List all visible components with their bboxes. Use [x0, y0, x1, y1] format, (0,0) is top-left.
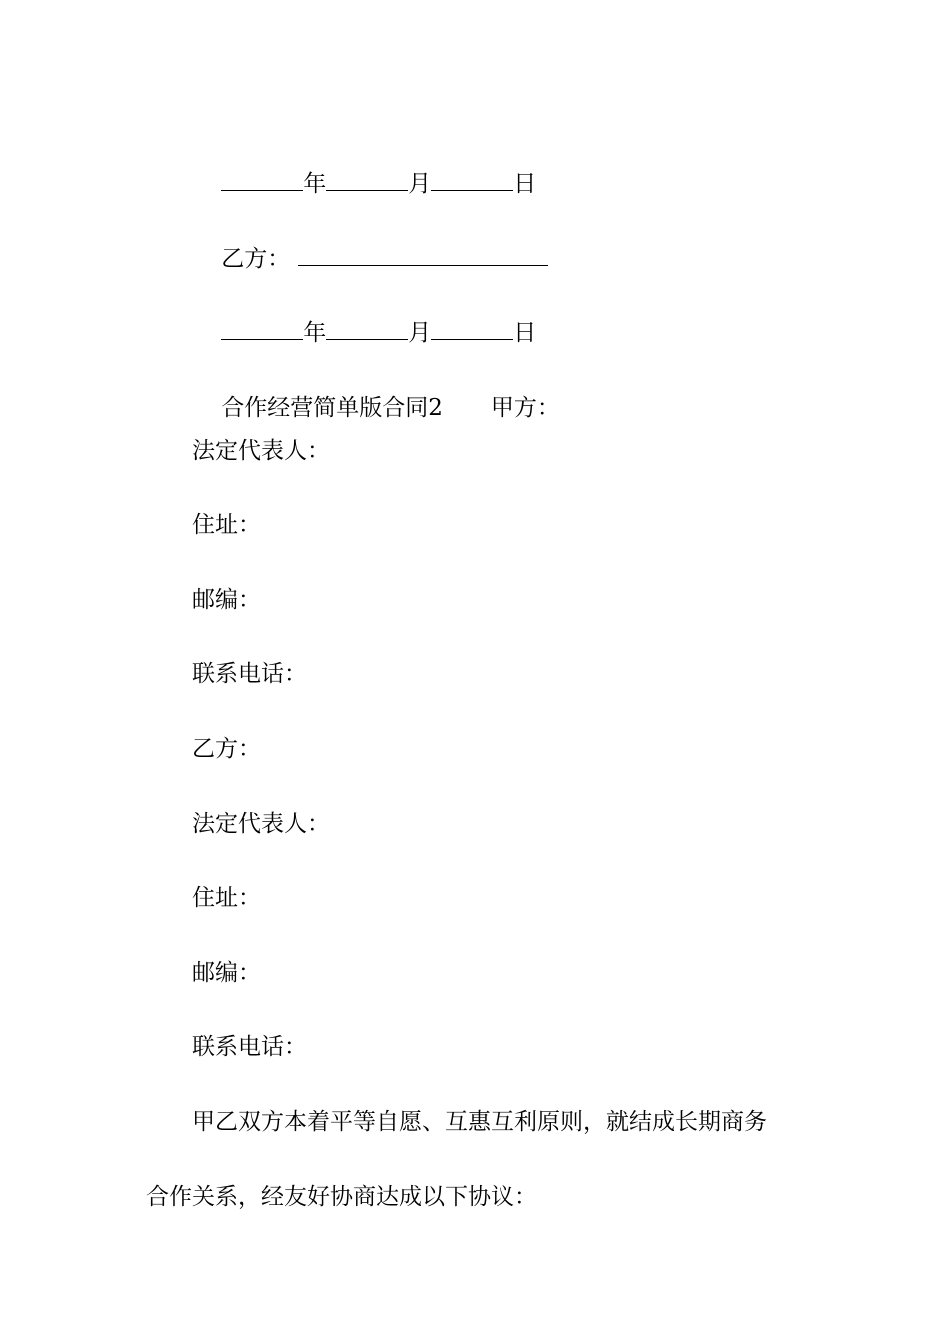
party-a-address: 住址：	[192, 512, 261, 538]
intro-paragraph-line-1: 甲乙双方本着平等自愿、互惠互利原则，就结成长期商务	[146, 1109, 767, 1135]
month-blank	[326, 317, 408, 340]
signature-blank	[298, 243, 548, 266]
month-label: 月	[408, 320, 432, 346]
intro-paragraph-line-2: 合作关系，经友好协商达成以下协议：	[146, 1184, 537, 1210]
day-blank	[431, 168, 513, 191]
party-a-legal-rep: 法定代表人：	[192, 438, 330, 464]
party-b-legal-rep: 法定代表人：	[192, 811, 330, 837]
year-blank	[221, 168, 303, 191]
party-a-postcode: 邮编：	[192, 587, 261, 613]
month-blank	[326, 168, 408, 191]
contract-title: 合作经营简单版合同2	[221, 395, 443, 421]
party-a-label: 甲方：	[490, 395, 560, 421]
year-blank	[221, 317, 303, 340]
party-b-label: 乙方：	[192, 736, 261, 762]
party-a-phone: 联系电话：	[192, 661, 307, 687]
day-blank	[431, 317, 513, 340]
party-b-phone: 联系电话：	[192, 1034, 307, 1060]
party-b-postcode: 邮编：	[192, 960, 261, 986]
year-label: 年	[303, 171, 327, 197]
year-label: 年	[303, 320, 327, 346]
party-b-signature-label: 乙方：	[221, 246, 291, 272]
party-b-address: 住址：	[192, 885, 261, 911]
day-label: 日	[513, 171, 537, 197]
day-label: 日	[513, 320, 537, 346]
month-label: 月	[408, 171, 432, 197]
